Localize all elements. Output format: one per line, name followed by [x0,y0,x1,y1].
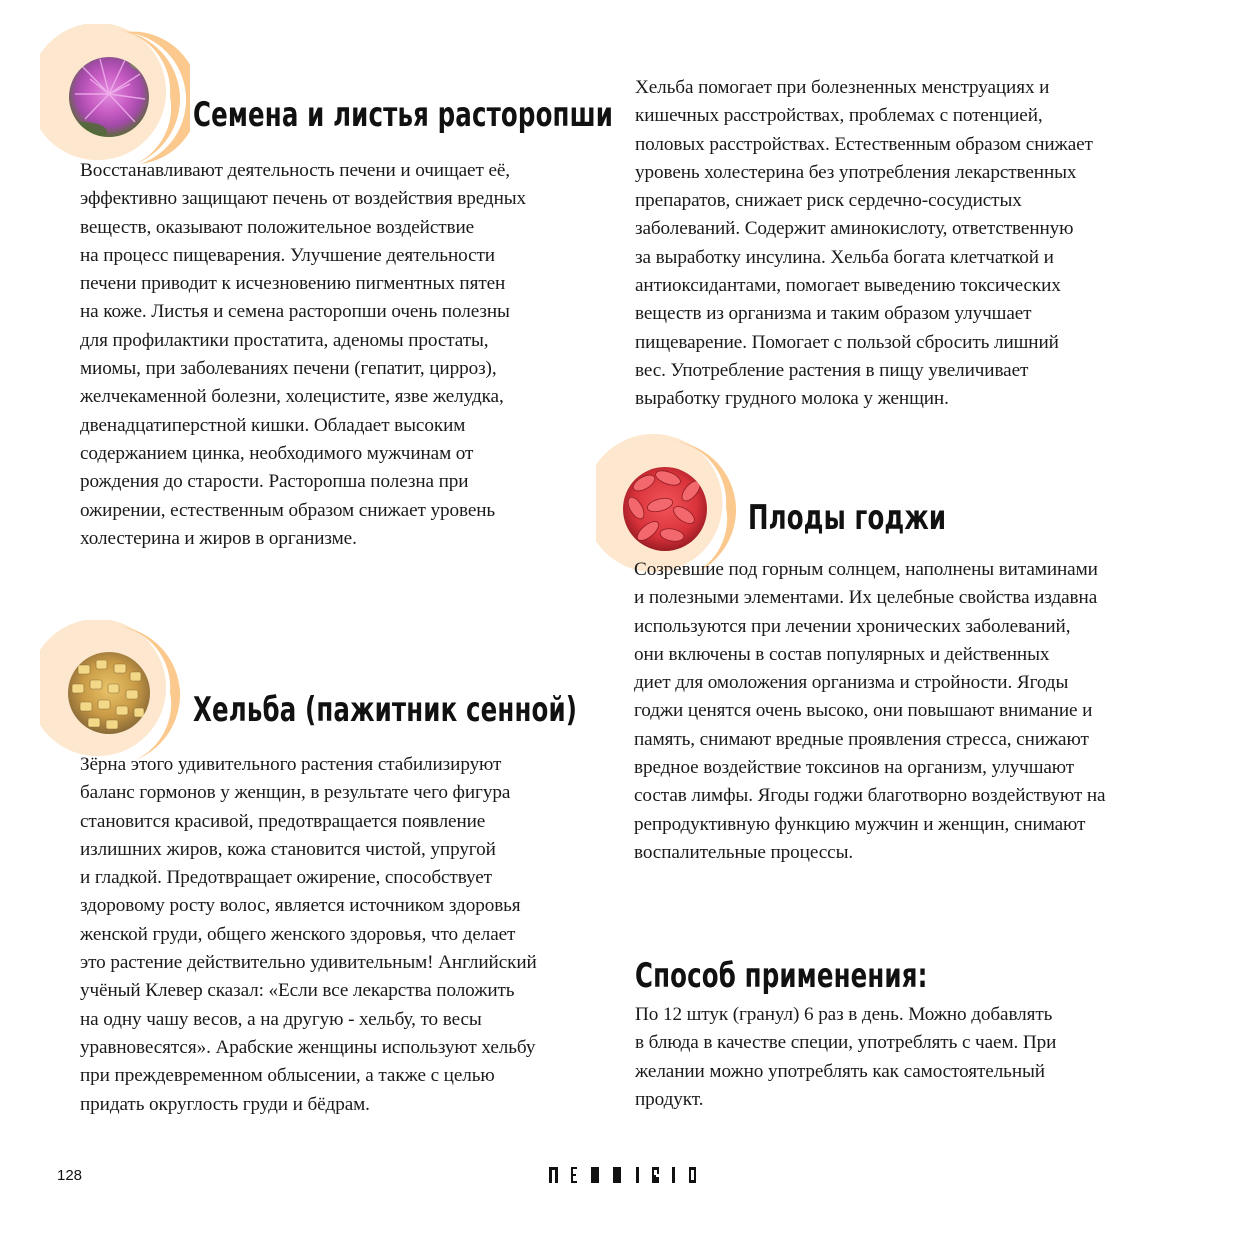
section-title-milk-thistle: Семена и листья расторопши [193,95,614,135]
text-line: желчекаменной болезни, холецистите, язве желудка, [80,386,504,408]
brand-logo [547,1166,697,1184]
text-line: выработку грудного молока у женщин. [635,388,949,410]
text-line: становится красивой, предотвращается появление [80,810,486,832]
text-line: холестерина и жиров в организме. [80,527,357,549]
text-line: память, снимают вредные проявления стресса, снижают [634,728,1089,750]
text-line: на коже. Листья и семена расторопши очень полезны [80,301,510,323]
section-title-usage: Способ применения: [635,956,928,996]
text-line: Созревшие под горным солнцем, наполнены витаминами [634,559,1098,580]
text-line: миомы, при заболеваниях печени (гепатит, цирроз), [80,358,497,380]
text-line: излишних жиров, кожа становится чистой, упругой [80,838,496,860]
text-line: придать округлость груди и бёдрам. [80,1093,370,1115]
goji-text [634,556,1105,867]
text-line: пищеварение. Помогает с пользой сбросить лишний [635,331,1059,353]
text-line: в блюда в качестве специи, употреблять с чаем. При [635,1032,1057,1054]
fenugreek-continuation-text [635,74,1093,414]
text-line: учёный Клевер сказал: «Если все лекарства положить [80,980,515,1002]
fenugreek-emblem [40,620,190,770]
text-line: для профилактики простатита, аденомы простаты, [80,329,489,351]
text-line: за выработку инсулина. Хельба богата клетчаткой и [635,246,1054,268]
milk-thistle-text [80,157,526,553]
fenugreek-text [80,751,537,1119]
text-line: По 12 штук (гранул) 6 раз в день. Можно добавлять [635,1004,1053,1025]
text-line: состав лимфы. Ягоды годжи благотворно воздействуют на [634,785,1106,807]
page-number: 128 [57,1167,83,1184]
text-line: воспалительные процессы. [634,841,854,863]
text-line: вредное воздействие токсинов на организм, улучшают [634,757,1075,779]
text-line: репродуктивную функцию мужчин и женщин, снимают [634,813,1086,835]
thistle-emblem [40,24,190,174]
text-line: двенадцатиперстной кишки. Обладает высоким [80,414,466,436]
text-line: здоровому росту волос, является источником здоровья [80,895,521,917]
text-line: при преждевременном облысении, а также с целью [80,1065,495,1087]
text-line: эффективно защищают печень от воздействия вредных [80,188,527,210]
text-line: женской груди, общего женского здоровья, что делает [80,923,516,945]
text-line: заболеваний. Содержит аминокислоту, ответственную [635,218,1074,240]
text-line: Зёрна этого удивительного растения стабилизируют [80,754,502,775]
text-line: Хельба помогает при болезненных менструациях и [635,77,1050,98]
thistle-photo-icon [40,24,190,174]
text-line: баланс гормонов у женщин, в результате чего фигура [80,782,511,804]
text-line: и полезными элементами. Их целебные свойства издавна [634,587,1098,609]
text-line: годжи ценятся очень высоко, они повышают внимание и [634,700,1093,722]
text-line: половых расстройствах. Естественным образом снижает [635,133,1093,155]
text-line: вес. Употребление растения в пищу увеличивает [635,359,1029,381]
text-line: содержанием цинка, необходимого мужчинам от [80,442,474,464]
text-line: веществ из организма и таким образом улучшает [635,303,1032,325]
text-line: диет для омоложения организма и стройности. Ягоды [634,672,1069,694]
fenugreek-photo-icon [40,620,190,770]
brand-logo-icon [547,1166,697,1184]
section-title-fenugreek: Хельба (пажитник сенной) [193,690,578,730]
text-line: уровень холестерина без употребления лекарственных [635,161,1077,183]
text-line: они включены в состав популярных и действенных [634,643,1050,665]
text-line: используются при лечении хронических заболеваний, [634,615,1071,637]
section-title-goji: Плоды годжи [748,498,947,538]
text-line: это растение действительно удивительным! Английский [80,952,537,974]
text-line: антиоксидантами, помогает выведению токсических [635,275,1061,297]
text-line: Восстанавливают деятельность печени и очищает её, [80,160,510,181]
usage-text [635,1001,1056,1114]
text-line: печени приводит к исчезновению пигментных пятен [80,273,506,295]
text-line: уравновесятся». Арабские женщины используют хельбу [80,1036,536,1058]
text-line: рождения до старости. Расторопша полезна при [80,471,469,493]
text-line: на одну чашу весов, а на другую - хельбу, то весы [80,1008,482,1030]
text-line: на процесс пищеварения. Улучшение деятельности [80,244,495,266]
text-line: и гладкой. Предотвращает ожирение, способствует [80,867,492,889]
text-line: продукт. [635,1088,704,1110]
text-line: желании можно употреблять как самостоятельный [635,1060,1045,1082]
text-line: препаратов, снижает риск сердечно-сосудистых [635,190,1022,212]
text-line: кишечных расстройствах, проблемах с потенцией, [635,105,1043,127]
text-line: веществ, оказывают положительное воздействие [80,216,475,238]
text-line: ожирении, естественным образом снижает уровень [80,499,496,521]
